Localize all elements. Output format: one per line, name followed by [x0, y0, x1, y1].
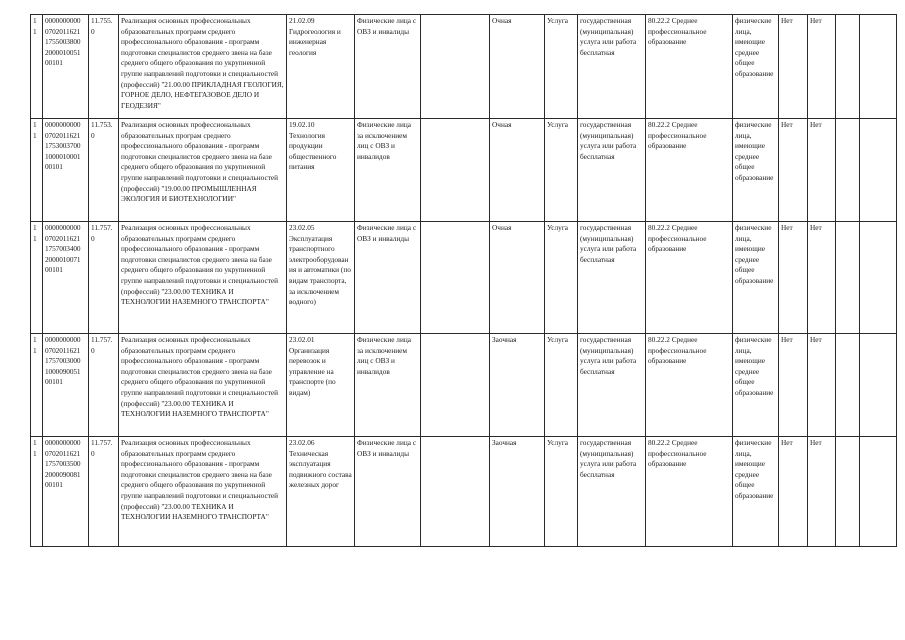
table-row: [31, 15, 897, 119]
payment-kind: государственная (муниципальная) услуга или работа бесплатная: [578, 119, 646, 222]
registry-code-part: 0000000000: [45, 335, 81, 344]
row-number: 11: [31, 222, 43, 334]
registry-code-part: 0000000000: [45, 16, 81, 25]
flag-first: Нет: [779, 437, 808, 547]
consumers: физические лица, имеющие среднее общее образование: [733, 222, 779, 334]
service-type: Услуга: [545, 15, 578, 119]
empty-cell: [860, 222, 897, 334]
registry-code-part: 0702011621: [45, 26, 81, 36]
okved-code: 80.22.2 Среднее профессиональное образование: [646, 15, 733, 119]
empty-cell: [836, 334, 860, 437]
registry-code-part: 0000000000: [45, 438, 81, 447]
study-form: Заочная: [490, 437, 545, 547]
registry-code: [43, 222, 89, 334]
registry-code-part: 1755003800: [45, 37, 81, 47]
registry-code-part: 1757003500: [45, 459, 81, 469]
table-row: [31, 119, 897, 222]
payment-kind: государственная (муниципальная) услуга или работа бесплатная: [578, 437, 646, 547]
registry-code: [43, 437, 89, 547]
registry-code-part: 1000090051: [45, 366, 81, 376]
consumers: физические лица, имеющие среднее общее образование: [733, 437, 779, 547]
registry-code: [43, 119, 89, 222]
empty-cell: [421, 437, 490, 547]
registry-code: [43, 334, 89, 437]
specialty: 23.02.06 Техническая эксплуатация подвижного состава железных дорог: [287, 437, 355, 547]
empty-cell: [860, 334, 897, 437]
oktmo-code: 11.755.0: [89, 15, 119, 119]
service-name: Реализация основных профессиональных образовательных программ среднего профессионального образования - программ подготовки специалистов среднего звена на базе среднего общего образования по укрупненной группе направлений подготовки и специальностей (профессий) "21.00.00 ПРИКЛАДНАЯ ГЕОЛОГИЯ, ГОРНОЕ ДЕЛО, НЕФТЕГАЗОВОЕ ДЕЛО И ГЕОДЕЗИЯ": [119, 15, 287, 119]
consumers: физические лица, имеющие среднее общее образование: [733, 15, 779, 119]
registry-code-part: 00101: [45, 162, 63, 172]
okved-code: 80.22.2 Среднее профессиональное образование: [646, 334, 733, 437]
flag-first: Нет: [779, 334, 808, 437]
registry-code-part: 2000090081: [45, 469, 81, 479]
empty-cell: [860, 15, 897, 119]
okved-code: 80.22.2 Среднее профессиональное образование: [646, 119, 733, 222]
consumer-category: Физические лица с ОВЗ и инвалиды: [355, 437, 421, 547]
empty-cell: [836, 119, 860, 222]
okved-code: 80.22.2 Среднее профессиональное образование: [646, 222, 733, 334]
consumer-category: Физические лица с ОВЗ и инвалиды: [355, 222, 421, 334]
registry-code-part: 0702011621: [45, 130, 81, 140]
registry-code-part: 2000010051: [45, 47, 81, 57]
payment-kind: государственная (муниципальная) услуга или работа бесплатная: [578, 334, 646, 437]
table-row: [31, 334, 897, 437]
registry-code-part: 0702011621: [45, 233, 81, 243]
registry-code-part: 0702011621: [45, 448, 81, 458]
payment-kind: государственная (муниципальная) услуга или работа бесплатная: [578, 222, 646, 334]
empty-cell: [836, 437, 860, 547]
flag-second: Нет: [808, 334, 836, 437]
specialty: 19.02.10 Технология продукции общественного питания: [287, 119, 355, 222]
registry-code-part: 00101: [45, 58, 63, 68]
oktmo-code: 11.757.0: [89, 222, 119, 334]
registry-code-part: 1753003700: [45, 141, 81, 151]
empty-cell: [421, 15, 490, 119]
registry-table: [30, 14, 897, 547]
registry-code-part: 0000000000: [45, 120, 81, 129]
empty-cell: [421, 222, 490, 334]
oktmo-code: 11.757.0: [89, 334, 119, 437]
specialty: 23.02.05 Эксплуатация транспортного электрооборудован ия и автоматики (по видам транспорта, за исключением водного): [287, 222, 355, 334]
consumer-category: Физические лица за исключением лиц с ОВЗ и инвалидов: [355, 119, 421, 222]
service-type: Услуга: [545, 222, 578, 334]
empty-cell: [836, 15, 860, 119]
consumer-category: Физические лица с ОВЗ и инвалиды: [355, 15, 421, 119]
service-type: Услуга: [545, 334, 578, 437]
specialty: 21.02.09 Гидрогеология и инженерная геология: [287, 15, 355, 119]
registry-code: [43, 15, 89, 119]
study-form: Очная: [490, 15, 545, 119]
service-name: Реализация основных профессиональных образовательных программ среднего профессионального образования - программ подготовки специалистов среднего звена на базе среднего общего образования по укрупненной группе направлений подготовки и специальностей (профессий) "23.00.00 ТЕХНИКА И ТЕХНОЛОГИИ НАЗЕМНОГО ТРАНСПОРТА": [119, 334, 287, 437]
row-number: 11: [31, 119, 43, 222]
oktmo-code: 11.753.0: [89, 119, 119, 222]
registry-code-part: 1757003400: [45, 244, 81, 254]
service-name: Реализация основных профессиональных образовательных программ среднего профессионального образования - программ подготовки специалистов среднего звена на базе среднего общего образования по укрупненной группе направлений подготовки и специальностей (профессий) "23.00.00 ТЕХНИКА И ТЕХНОЛОГИИ НАЗЕМНОГО ТРАНСПОРТА": [119, 437, 287, 547]
flag-second: Нет: [808, 222, 836, 334]
flag-first: Нет: [779, 15, 808, 119]
study-form: Заочная: [490, 334, 545, 437]
consumers: физические лица, имеющие среднее общее образование: [733, 119, 779, 222]
oktmo-code: 11.757.0: [89, 437, 119, 547]
flag-second: Нет: [808, 119, 836, 222]
empty-cell: [421, 334, 490, 437]
registry-code-part: 1000010001: [45, 151, 81, 161]
study-form: Очная: [490, 222, 545, 334]
specialty: 23.02.01 Организация перевозок и управление на транспорте (по видам): [287, 334, 355, 437]
empty-cell: [860, 437, 897, 547]
flag-first: Нет: [779, 119, 808, 222]
flag-second: Нет: [808, 15, 836, 119]
registry-code-part: 0000000000: [45, 223, 81, 232]
registry-code-part: 00101: [45, 480, 63, 490]
study-form: Очная: [490, 119, 545, 222]
service-name: Реализация основных профессиональных образовательных программ среднего профессионального образования - программ подготовки специалистов среднего звена на базе среднего общего образования по укрупненной группе направлений подготовки и специальностей (профессий) "23.00.00 ТЕХНИКА И ТЕХНОЛОГИИ НАЗЕМНОГО ТРАНСПОРТА": [119, 222, 287, 334]
service-name: Реализация основных профессиональных образовательных програм среднего профессионального образования - программ подготовки специалистов среднего звена на базе среднего общего образования по укрупненной группе направлений подготовки и специальностей (профессий) "19.00.00 ПРОМЫШЛЕННАЯ ЭКОЛОГИЯ И БИОТЕХНОЛОГИИ": [119, 119, 287, 222]
okved-code: 80.22.2 Среднее профессиональное образование: [646, 437, 733, 547]
registry-code-part: 00101: [45, 265, 63, 275]
flag-first: Нет: [779, 222, 808, 334]
flag-second: Нет: [808, 437, 836, 547]
row-number: 11: [31, 15, 43, 119]
registry-code-part: 1757003000: [45, 356, 81, 366]
consumer-category: Физические лица за исключением лиц с ОВЗ и инвалидов: [355, 334, 421, 437]
row-number: 11: [31, 437, 43, 547]
registry-code-part: 2000010071: [45, 254, 81, 264]
empty-cell: [836, 222, 860, 334]
consumers: физические лица, имеющие среднее общее образование: [733, 334, 779, 437]
service-type: Услуга: [545, 437, 578, 547]
registry-code-part: 00101: [45, 377, 63, 387]
table-row: [31, 437, 897, 547]
row-number: 11: [31, 334, 43, 437]
empty-cell: [860, 119, 897, 222]
service-type: Услуга: [545, 119, 578, 222]
table-row: [31, 222, 897, 334]
empty-cell: [421, 119, 490, 222]
payment-kind: государственная (муниципальная) услуга или работа бесплатная: [578, 15, 646, 119]
registry-code-part: 0702011621: [45, 345, 81, 355]
